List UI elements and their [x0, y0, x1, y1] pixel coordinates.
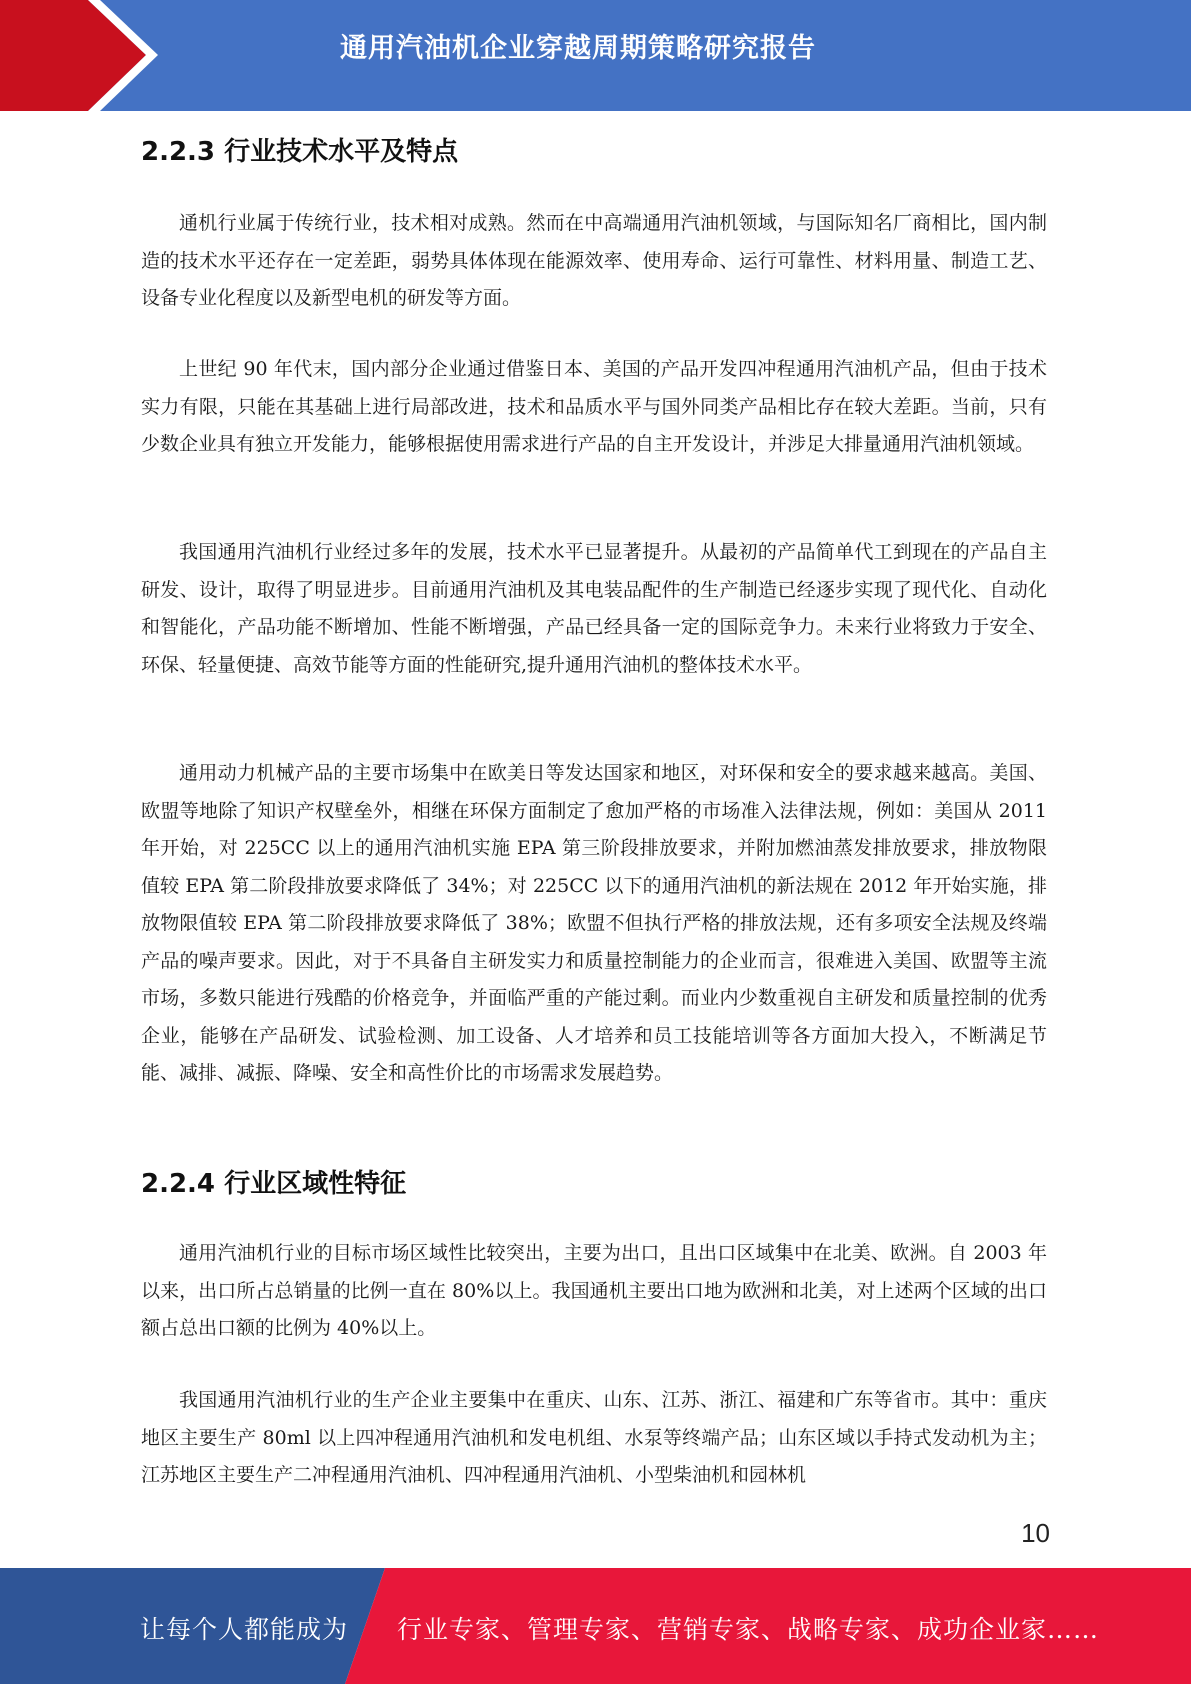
paragraph: 我国通用汽油机行业经过多年的发展，技术水平已显著提升。从最初的产品简单代工到现在的产品自主研发、设计，取得了明显进步。目前通用汽油机及其电装品配件的生产制造已经逐步实现了现代化、自动化和智能化，产品功能不断增加、性能不断增强，产品已经具备一定的国际竞争力。未来行业将致力于安全、环保、轻量便捷、高效节能等方面的性能研究,提升通用汽油机的整体技术水平。: [141, 541, 1047, 676]
page-footer: [0, 1568, 1191, 1684]
header-red-arrow: [0, 0, 146, 111]
page-number: 10: [1021, 1518, 1050, 1548]
paragraph: 上世纪 90 年代末，国内部分企业通过借鉴日本、美国的产品开发四冲程通用汽油机产品，但由于技术实力有限，只能在其基础上进行局部改进，技术和品质水平与国外同类产品相比存在较大差距。当前，只有少数企业具有独立开发能力，能够根据使用需求进行产品的自主开发设计，并涉足大排量通用汽油机领域。: [141, 358, 1047, 455]
paragraph: 通用动力机械产品的主要市场集中在欧美日等发达国家和地区，对环保和安全的要求越来越高。美国、欧盟等地除了知识产权壁垒外，相继在环保方面制定了愈加严格的市场准入法律法规，例如：美国从 2011 年开始，对 225CC 以上的通用汽油机实施 EPA 第三阶段排放要求，并附加燃油蒸发排放要求，排放物限值较 EPA 第二阶段排放要求降低了 34%；对 225CC 以下的通用汽油机的新法规在 2012 年开始实施，排放物限值较 EPA 第二阶段排放要求降低了 38%；欧盟不但执行严格的排放法规，还有多项安全法规及终端产品的噪声要求。因此，对于不具备自主研发实力和质量控制能力的企业而言，很难进入美国、欧盟等主流市场，多数只能进行残酷的价格竞争，并面临严重的产能过剩。而业内少数重视自主研发和质量控制的优秀企业，能够在产品研发、试验检测、加工设备、人才培养和员工技能培训等各方面加大投入，不断满足节能、减排、减振、降噪、安全和高性价比的市场需求发展趋势。: [141, 762, 1047, 1084]
header-title: 通用汽油机企业穿越周期策略研究报告: [340, 33, 816, 64]
footer-slogan-left: 让每个人都能成为: [140, 1615, 349, 1644]
paragraph: 通机行业属于传统行业，技术相对成熟。然而在中高端通用汽油机领域，与国际知名厂商相比，国内制造的技术水平还存在一定差距，弱势具体体现在能源效率、使用寿命、运行可靠性、材料用量、制造工艺、设备专业化程度以及新型电机的研发等方面。: [141, 212, 1047, 309]
paragraph: 我国通用汽油机行业的生产企业主要集中在重庆、山东、江苏、浙江、福建和广东等省市。其中：重庆地区主要生产 80ml 以上四冲程通用汽油机和发电机组、水泵等终端产品；山东区域以手持式发动机为主；江苏地区主要生产二冲程通用汽油机、四冲程通用汽油机、小型柴油机和园林机: [141, 1389, 1047, 1486]
section-heading: 2.2.3 行业技术水平及特点: [141, 137, 459, 167]
section-heading: 2.2.4 行业区域性特征: [141, 1169, 407, 1199]
paragraph: 通用汽油机行业的目标市场区域性比较突出，主要为出口，且出口区域集中在北美、欧洲。自 2003 年以来，出口所占总销量的比例一直在 80%以上。我国通机主要出口地为欧洲和北美，对上述两个区域的出口额占总出口额的比例为 40%以上。: [141, 1242, 1047, 1339]
page-header: [0, 0, 1191, 111]
footer-slogan-right: 行业专家、管理专家、营销专家、战略专家、成功企业家……: [397, 1615, 1100, 1644]
